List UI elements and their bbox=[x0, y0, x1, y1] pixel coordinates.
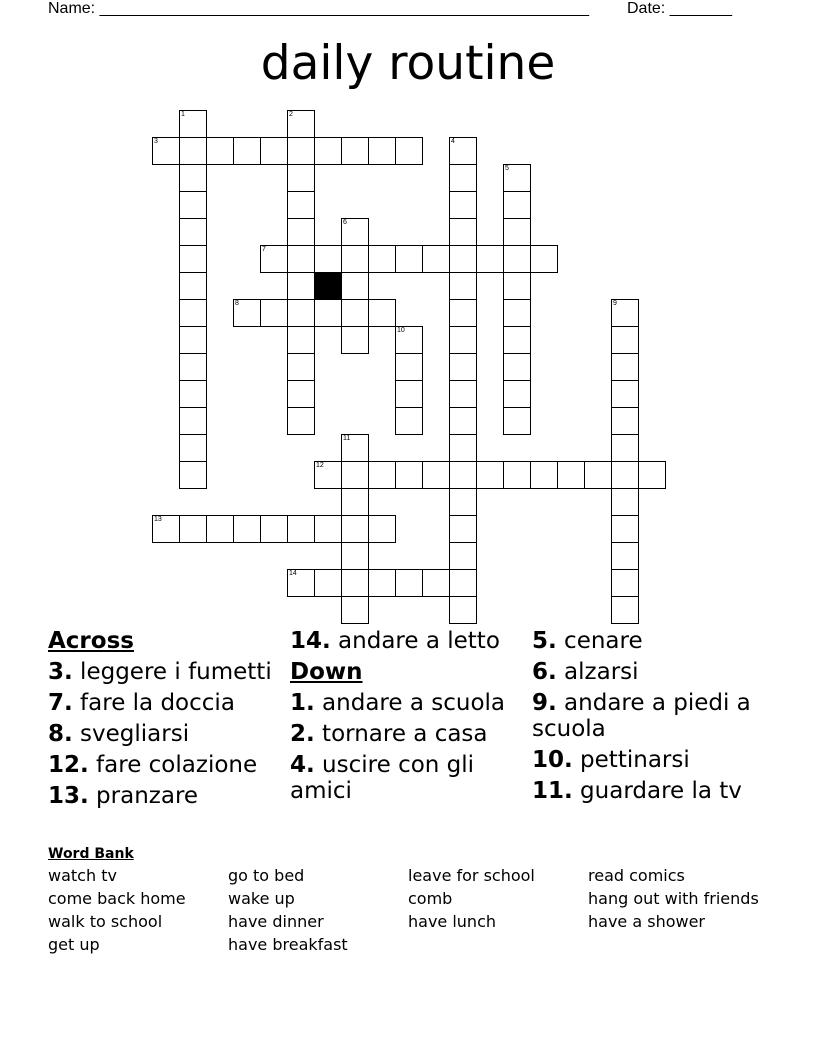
grid-cell[interactable] bbox=[395, 380, 423, 408]
grid-cell[interactable] bbox=[476, 461, 504, 489]
grid-cell[interactable] bbox=[341, 596, 369, 624]
grid-cell[interactable] bbox=[368, 245, 396, 273]
word-bank bbox=[48, 844, 768, 954]
grid-cell[interactable] bbox=[179, 380, 207, 408]
down-heading: Down bbox=[290, 659, 363, 685]
clue bbox=[290, 752, 520, 804]
clue-number-label: 11. bbox=[532, 778, 573, 804]
clue-number-label: 3. bbox=[48, 659, 73, 685]
grid-cell[interactable] bbox=[395, 245, 423, 273]
grid-cell[interactable] bbox=[179, 434, 207, 462]
clue-number: 13 bbox=[154, 516, 162, 523]
clue-text: andare a letto bbox=[330, 628, 500, 654]
clue-number: 3 bbox=[154, 138, 158, 145]
grid-cell[interactable] bbox=[287, 299, 315, 327]
clue bbox=[532, 628, 772, 654]
grid-cell[interactable] bbox=[611, 461, 639, 489]
clue-number-label: 12. bbox=[48, 752, 89, 778]
clue-number-label: 1. bbox=[290, 690, 315, 716]
word-bank-item: go to bed bbox=[228, 866, 305, 885]
grid-cell[interactable] bbox=[611, 353, 639, 381]
grid-cell[interactable] bbox=[449, 434, 477, 462]
clue-number: 1 bbox=[181, 111, 185, 118]
grid-cell[interactable] bbox=[260, 515, 288, 543]
clue-text: cenare bbox=[556, 628, 643, 654]
grid-cell[interactable] bbox=[341, 272, 369, 300]
clue bbox=[532, 690, 772, 742]
clue-text: leggere i fumetti bbox=[72, 659, 272, 685]
clue-number-label: 4. bbox=[290, 752, 315, 778]
grid-cell[interactable] bbox=[206, 137, 234, 165]
word-bank-item: have dinner bbox=[228, 912, 324, 931]
clue-number: 12 bbox=[316, 462, 324, 469]
grid-cell[interactable] bbox=[179, 110, 207, 138]
clue-number: 6 bbox=[343, 219, 347, 226]
grid-cell[interactable] bbox=[179, 515, 207, 543]
grid-cell[interactable] bbox=[206, 515, 234, 543]
grid-cell[interactable] bbox=[449, 380, 477, 408]
grid-cell[interactable] bbox=[233, 515, 261, 543]
grid-cell[interactable] bbox=[341, 299, 369, 327]
clue-text: uscire con gli amici bbox=[290, 752, 475, 804]
clue-number-label: 10. bbox=[532, 747, 573, 773]
clue-text: svegliarsi bbox=[72, 721, 190, 747]
grid-cell[interactable] bbox=[341, 542, 369, 570]
clue-number: 5 bbox=[505, 165, 509, 172]
clue-number: 7 bbox=[262, 246, 266, 253]
clue-number: 14 bbox=[289, 570, 297, 577]
grid-cell[interactable] bbox=[449, 596, 477, 624]
grid-cell[interactable] bbox=[449, 461, 477, 489]
clue-number-label: 9. bbox=[532, 690, 557, 716]
grid-cell[interactable] bbox=[611, 542, 639, 570]
grid-cell[interactable] bbox=[341, 218, 369, 246]
grid-cell[interactable] bbox=[503, 191, 531, 219]
grid-cell[interactable] bbox=[179, 218, 207, 246]
clue bbox=[532, 778, 772, 804]
clue bbox=[48, 783, 278, 809]
grid-cell[interactable] bbox=[314, 515, 342, 543]
grid-cell[interactable] bbox=[179, 245, 207, 273]
name-field[interactable]: Name: _______________________________________________________ bbox=[48, 0, 589, 17]
grid-cell[interactable] bbox=[368, 299, 396, 327]
clue-number-label: 6. bbox=[532, 659, 557, 685]
grid-cell[interactable] bbox=[368, 461, 396, 489]
clue-text: fare colazione bbox=[88, 752, 258, 778]
grid-cell[interactable] bbox=[611, 380, 639, 408]
clue-column-2 bbox=[290, 628, 520, 809]
grid-cell[interactable] bbox=[449, 137, 477, 165]
grid-cell[interactable] bbox=[179, 164, 207, 192]
grid-cell[interactable] bbox=[287, 137, 315, 165]
across-heading: Across bbox=[48, 628, 134, 654]
grid-cell[interactable] bbox=[233, 137, 261, 165]
black-square bbox=[314, 272, 342, 300]
grid-cell[interactable] bbox=[503, 164, 531, 192]
grid-cell[interactable] bbox=[449, 326, 477, 354]
clue bbox=[290, 721, 520, 747]
grid-cell[interactable] bbox=[476, 245, 504, 273]
grid-cell[interactable] bbox=[179, 299, 207, 327]
date-field[interactable]: Date: _______ bbox=[627, 0, 732, 17]
grid-cell[interactable] bbox=[287, 164, 315, 192]
clue-column-1 bbox=[48, 628, 278, 814]
grid-cell[interactable] bbox=[152, 515, 180, 543]
grid-cell[interactable] bbox=[449, 164, 477, 192]
grid-cell[interactable] bbox=[449, 191, 477, 219]
grid-cell[interactable] bbox=[449, 488, 477, 516]
grid-cell[interactable] bbox=[503, 353, 531, 381]
clue-text: andare a piedi a scuola bbox=[532, 690, 751, 742]
clue-text: andare a scuola bbox=[314, 690, 506, 716]
grid-cell[interactable] bbox=[287, 110, 315, 138]
clue-number: 9 bbox=[613, 300, 617, 307]
grid-cell[interactable] bbox=[449, 272, 477, 300]
grid-cell[interactable] bbox=[341, 569, 369, 597]
grid-cell[interactable] bbox=[395, 326, 423, 354]
grid-cell[interactable] bbox=[287, 272, 315, 300]
clue-number: 4 bbox=[451, 138, 455, 145]
clue-text: pranzare bbox=[88, 783, 199, 809]
grid-cell[interactable] bbox=[611, 515, 639, 543]
word-bank-item: get up bbox=[48, 935, 100, 954]
grid-cell[interactable] bbox=[179, 353, 207, 381]
grid-cell[interactable] bbox=[611, 299, 639, 327]
grid-cell[interactable] bbox=[611, 407, 639, 435]
grid-cell[interactable] bbox=[611, 488, 639, 516]
grid-cell[interactable] bbox=[233, 299, 261, 327]
clue-number-label: 14. bbox=[290, 628, 331, 654]
word-bank-item: read comics bbox=[588, 866, 685, 885]
grid-cell[interactable] bbox=[368, 569, 396, 597]
grid-cell[interactable] bbox=[503, 272, 531, 300]
grid-cell[interactable] bbox=[449, 542, 477, 570]
grid-cell[interactable] bbox=[152, 137, 180, 165]
word-bank-item: have a shower bbox=[588, 912, 706, 931]
grid-cell[interactable] bbox=[341, 515, 369, 543]
clue-number: 11 bbox=[343, 435, 351, 442]
clue bbox=[48, 721, 278, 747]
clue-number-label: 2. bbox=[290, 721, 315, 747]
grid-cell[interactable] bbox=[314, 461, 342, 489]
grid-cell[interactable] bbox=[422, 461, 450, 489]
word-bank-item: wake up bbox=[228, 889, 295, 908]
clue bbox=[48, 690, 278, 716]
grid-cell[interactable] bbox=[611, 434, 639, 462]
grid-cell[interactable] bbox=[314, 299, 342, 327]
grid-cell[interactable] bbox=[287, 569, 315, 597]
grid-cell[interactable] bbox=[422, 569, 450, 597]
grid-cell[interactable] bbox=[341, 326, 369, 354]
grid-cell[interactable] bbox=[341, 434, 369, 462]
grid-cell[interactable] bbox=[314, 245, 342, 273]
grid-cell[interactable] bbox=[287, 515, 315, 543]
clue-number: 8 bbox=[235, 300, 239, 307]
grid-cell[interactable] bbox=[260, 245, 288, 273]
clue-number-label: 7. bbox=[48, 690, 73, 716]
grid-cell[interactable] bbox=[449, 299, 477, 327]
grid-cell[interactable] bbox=[503, 380, 531, 408]
grid-cell[interactable] bbox=[179, 326, 207, 354]
grid-cell[interactable] bbox=[503, 326, 531, 354]
grid-cell[interactable] bbox=[314, 137, 342, 165]
grid-cell[interactable] bbox=[341, 461, 369, 489]
grid-cell[interactable] bbox=[611, 326, 639, 354]
grid-cell[interactable] bbox=[395, 461, 423, 489]
grid-cell[interactable] bbox=[503, 218, 531, 246]
grid-cell[interactable] bbox=[179, 407, 207, 435]
clue bbox=[48, 659, 278, 685]
grid-cell[interactable] bbox=[314, 569, 342, 597]
grid-cell[interactable] bbox=[287, 245, 315, 273]
word-bank-item: comb bbox=[408, 889, 453, 908]
clue-text: alzarsi bbox=[556, 659, 639, 685]
grid-cell[interactable] bbox=[422, 245, 450, 273]
grid-cell[interactable] bbox=[287, 380, 315, 408]
clue bbox=[532, 659, 772, 685]
grid-cell[interactable] bbox=[530, 461, 558, 489]
clue bbox=[290, 690, 520, 716]
grid-cell[interactable] bbox=[611, 569, 639, 597]
grid-cell[interactable] bbox=[449, 515, 477, 543]
grid-cell[interactable] bbox=[287, 218, 315, 246]
grid-cell[interactable] bbox=[287, 353, 315, 381]
grid-cell[interactable] bbox=[260, 299, 288, 327]
word-bank-title: Word Bank bbox=[48, 846, 134, 862]
grid-cell[interactable] bbox=[449, 245, 477, 273]
grid-cell[interactable] bbox=[449, 569, 477, 597]
clue-number: 2 bbox=[289, 111, 293, 118]
grid-cell[interactable] bbox=[584, 461, 612, 489]
clue bbox=[48, 752, 278, 778]
grid-cell[interactable] bbox=[341, 245, 369, 273]
clue-text: pettinarsi bbox=[572, 747, 690, 773]
grid-cell[interactable] bbox=[638, 461, 666, 489]
grid-cell[interactable] bbox=[341, 137, 369, 165]
grid-cell[interactable] bbox=[395, 569, 423, 597]
grid-cell[interactable] bbox=[179, 191, 207, 219]
word-bank-item: leave for school bbox=[408, 866, 535, 885]
word-bank-item: have breakfast bbox=[228, 935, 348, 954]
clue bbox=[290, 628, 520, 654]
grid-cell[interactable] bbox=[449, 353, 477, 381]
clue-number-label: 5. bbox=[532, 628, 557, 654]
grid-cell[interactable] bbox=[530, 245, 558, 273]
grid-cell[interactable] bbox=[395, 137, 423, 165]
clue-column-3 bbox=[532, 628, 772, 809]
grid-cell[interactable] bbox=[287, 326, 315, 354]
clue bbox=[532, 747, 772, 773]
word-bank-item: walk to school bbox=[48, 912, 163, 931]
grid-cell[interactable] bbox=[503, 461, 531, 489]
grid-cell[interactable] bbox=[557, 461, 585, 489]
grid-cell[interactable] bbox=[179, 272, 207, 300]
grid-cell[interactable] bbox=[368, 515, 396, 543]
grid-cell[interactable] bbox=[368, 137, 396, 165]
clue-number-label: 8. bbox=[48, 721, 73, 747]
grid-cell[interactable] bbox=[179, 137, 207, 165]
word-bank-item: watch tv bbox=[48, 866, 117, 885]
puzzle-title: daily routine bbox=[260, 36, 556, 91]
grid-cell[interactable] bbox=[179, 461, 207, 489]
grid-cell[interactable] bbox=[503, 407, 531, 435]
word-bank-item: come back home bbox=[48, 889, 186, 908]
clue-text: fare la doccia bbox=[72, 690, 235, 716]
grid-cell[interactable] bbox=[341, 488, 369, 516]
grid-cell[interactable] bbox=[503, 299, 531, 327]
grid-cell[interactable] bbox=[260, 137, 288, 165]
grid-cell[interactable] bbox=[287, 191, 315, 219]
clue-text: tornare a casa bbox=[314, 721, 488, 747]
grid-cell[interactable] bbox=[611, 596, 639, 624]
word-bank-item: hang out with friends bbox=[588, 889, 759, 908]
word-bank-item: have lunch bbox=[408, 912, 497, 931]
grid-cell[interactable] bbox=[449, 218, 477, 246]
clue-number-label: 13. bbox=[48, 783, 89, 809]
grid-cell[interactable] bbox=[503, 245, 531, 273]
grid-cell[interactable] bbox=[395, 353, 423, 381]
clue-number: 10 bbox=[397, 327, 405, 334]
grid-cell[interactable] bbox=[287, 407, 315, 435]
clue-text: guardare la tv bbox=[572, 778, 742, 804]
grid-cell[interactable] bbox=[395, 407, 423, 435]
grid-cell[interactable] bbox=[449, 407, 477, 435]
